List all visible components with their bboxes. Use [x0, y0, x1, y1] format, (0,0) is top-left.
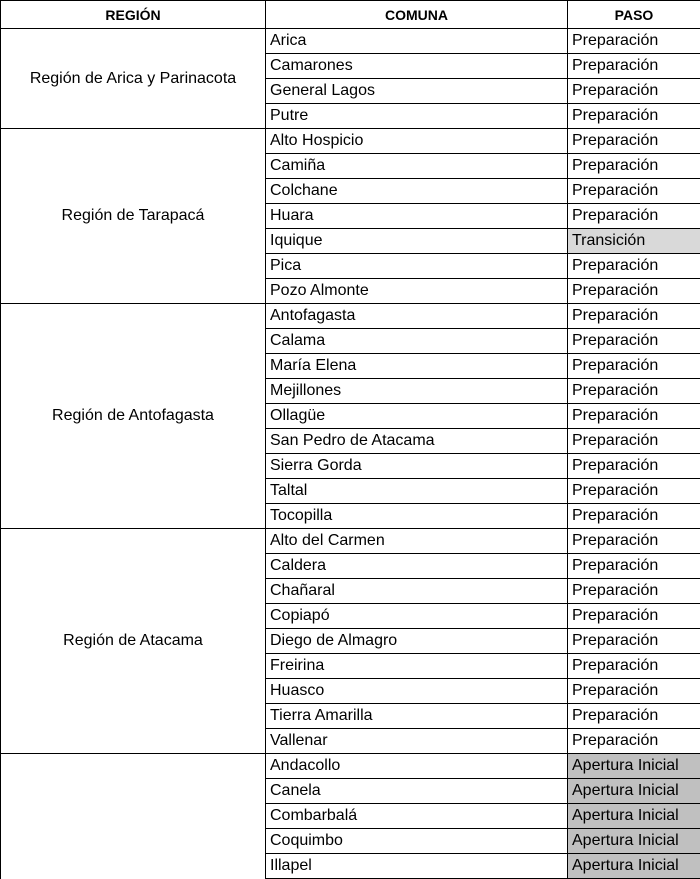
comuna-cell: Combarbalá: [266, 804, 568, 829]
paso-cell: Apertura Inicial: [568, 779, 700, 804]
comuna-cell: Vallenar: [266, 729, 568, 754]
paso-cell: Preparación: [568, 679, 700, 704]
comuna-cell: Pica: [266, 254, 568, 279]
region-cell: Región de Atacama: [1, 529, 266, 754]
comuna-cell: Camiña: [266, 154, 568, 179]
comuna-cell: Huasco: [266, 679, 568, 704]
paso-cell: Apertura Inicial: [568, 754, 700, 779]
comuna-cell: Arica: [266, 29, 568, 54]
paso-cell: Preparación: [568, 54, 700, 79]
comuna-cell: Pozo Almonte: [266, 279, 568, 304]
paso-cell: Preparación: [568, 104, 700, 129]
comuna-cell: Calama: [266, 329, 568, 354]
comuna-cell: Ollagüe: [266, 404, 568, 429]
paso-cell: Preparación: [568, 654, 700, 679]
comuna-cell: Alto Hospicio: [266, 129, 568, 154]
paso-cell: Preparación: [568, 479, 700, 504]
header-region: REGIÓN: [1, 1, 266, 29]
comuna-cell: Canela: [266, 779, 568, 804]
comuna-cell: Sierra Gorda: [266, 454, 568, 479]
comuna-cell: Huara: [266, 204, 568, 229]
comuna-cell: Andacollo: [266, 754, 568, 779]
comuna-cell: Putre: [266, 104, 568, 129]
paso-cell: Preparación: [568, 429, 700, 454]
table-row: [1, 29, 700, 54]
paso-cell: Preparación: [568, 554, 700, 579]
paso-cell: Apertura Inicial: [568, 804, 700, 829]
header-row: [1, 1, 700, 29]
region-cell: Región de Antofagasta: [1, 304, 266, 529]
paso-cell: Preparación: [568, 279, 700, 304]
comuna-cell: General Lagos: [266, 79, 568, 104]
comuna-cell: Diego de Almagro: [266, 629, 568, 654]
comuna-cell: Taltal: [266, 479, 568, 504]
comuna-cell: Antofagasta: [266, 304, 568, 329]
paso-cell: Preparación: [568, 29, 700, 54]
paso-cell: Preparación: [568, 604, 700, 629]
comuna-cell: Tocopilla: [266, 504, 568, 529]
paso-cell: Preparación: [568, 129, 700, 154]
region-cell: Región de Arica y Parinacota: [1, 29, 266, 129]
comuna-cell: Copiapó: [266, 604, 568, 629]
paso-cell: Preparación: [568, 504, 700, 529]
comuna-cell: San Pedro de Atacama: [266, 429, 568, 454]
table-row: [1, 529, 700, 554]
table-body: [1, 29, 700, 879]
paso-cell: Preparación: [568, 704, 700, 729]
comuna-cell: Tierra Amarilla: [266, 704, 568, 729]
paso-cell: Preparación: [568, 204, 700, 229]
region-cell: Región de Tarapacá: [1, 129, 266, 304]
paso-cell: Preparación: [568, 529, 700, 554]
comuna-cell: Iquique: [266, 229, 568, 254]
paso-cell: Preparación: [568, 404, 700, 429]
paso-cell: Preparación: [568, 329, 700, 354]
table-row: [1, 754, 700, 779]
region-cell: [1, 754, 266, 879]
table-row: [1, 304, 700, 329]
paso-cell: Preparación: [568, 354, 700, 379]
header-paso: PASO: [568, 1, 700, 29]
paso-cell: Apertura Inicial: [568, 829, 700, 854]
comuna-cell: Caldera: [266, 554, 568, 579]
comuna-cell: Chañaral: [266, 579, 568, 604]
paso-cell: Preparación: [568, 254, 700, 279]
comuna-cell: Mejillones: [266, 379, 568, 404]
paso-cell: Preparación: [568, 79, 700, 104]
paso-cell: Preparación: [568, 629, 700, 654]
header-comuna: COMUNA: [266, 1, 568, 29]
comuna-cell: Coquimbo: [266, 829, 568, 854]
paso-cell: Preparación: [568, 729, 700, 754]
table-row: [1, 129, 700, 154]
comuna-cell: Colchane: [266, 179, 568, 204]
paso-cell: Preparación: [568, 154, 700, 179]
paso-cell: Preparación: [568, 379, 700, 404]
paso-cell: Preparación: [568, 304, 700, 329]
paso-cell: Apertura Inicial: [568, 854, 700, 879]
paso-cell: Preparación: [568, 454, 700, 479]
paso-cell: Preparación: [568, 579, 700, 604]
comuna-cell: Camarones: [266, 54, 568, 79]
comuna-cell: María Elena: [266, 354, 568, 379]
paso-cell: Preparación: [568, 179, 700, 204]
comuna-cell: Freirina: [266, 654, 568, 679]
comuna-cell: Illapel: [266, 854, 568, 879]
comuna-cell: Alto del Carmen: [266, 529, 568, 554]
paso-cell: Transición: [568, 229, 700, 254]
